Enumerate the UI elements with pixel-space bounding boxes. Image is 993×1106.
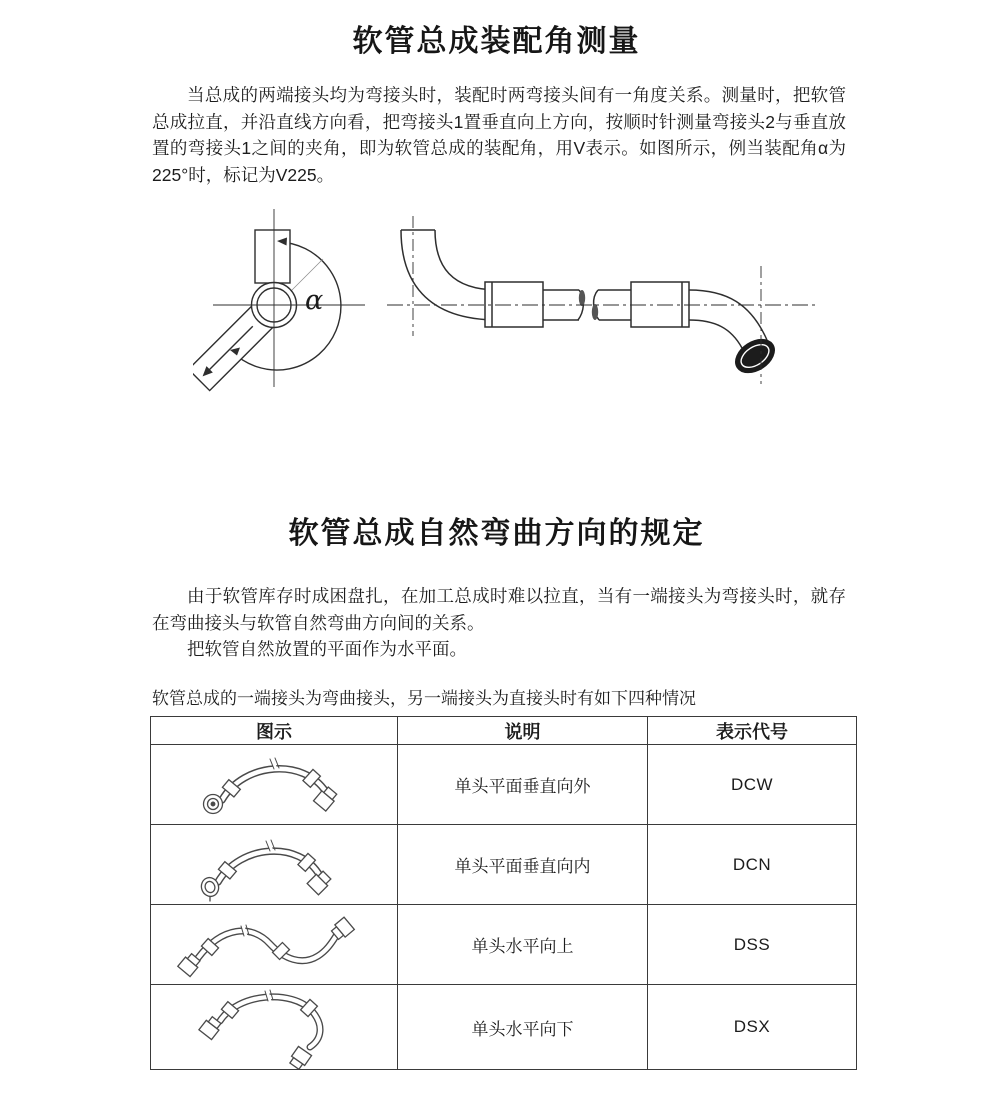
paragraph-text: 当总成的两端接头均为弯接头时，装配时两弯接头间有一角度关系。测量时，把软管总成拉直，并沿直线方向看，把弯接头1置垂直向上方向，按顺时针测量弯接头2与垂直放置的弯接头1之间的夹角，即为软管总成的装配角，用V表示。如图所示，例当装配角α为225°时，标记为V225。 <box>152 85 846 185</box>
section1-paragraph <box>152 82 846 188</box>
table-row <box>151 905 857 985</box>
crimp-sleeve-2 <box>631 282 689 327</box>
bend-direction-table <box>150 716 857 1070</box>
header-description: 说明 <box>398 717 648 745</box>
code-cell: DCN <box>648 825 857 905</box>
header-code: 表示代号 <box>648 717 857 745</box>
illustration-cell <box>151 825 398 905</box>
illustration-cell <box>151 745 398 825</box>
assembly-angle-end-view-diagram <box>193 203 373 398</box>
code-cell: DCW <box>648 745 857 825</box>
paragraph-text: 由于软管库存时成困盘扎，在加工总成时难以拉直，当有一端接头为弯接头时，就存在弯曲接头与软管自然弯曲方向间的关系。 <box>152 586 846 633</box>
section2-title: 软管总成自然弯曲方向的规定 <box>288 517 705 550</box>
code-cell: DSS <box>648 905 857 985</box>
code-cell: DSX <box>648 985 857 1070</box>
description-cell: 单头水平向下 <box>398 985 648 1070</box>
table-intro-text: 软管总成的一端接头为弯曲接头，另一端接头为直接头时有如下四种情况 <box>152 689 696 708</box>
hose-single-elbow-plane-outward-icon <box>164 748 384 822</box>
description-cell: 单头水平向上 <box>398 905 648 985</box>
crimp-sleeve-1 <box>485 282 543 327</box>
left-elbow-fitting <box>401 230 498 320</box>
alpha-angle-label: α <box>305 285 324 316</box>
header-illustration: 图示 <box>151 717 398 745</box>
table-row <box>151 985 857 1070</box>
paragraph-text: 把软管自然放置的平面作为水平面。 <box>187 639 467 660</box>
hose-single-elbow-plane-inward-icon <box>164 828 384 902</box>
hose-single-elbow-horizontal-up-icon <box>164 908 384 982</box>
section2-paragraph <box>152 583 846 663</box>
right-elbow-fitting <box>689 290 780 379</box>
description-cell: 单头平面垂直向外 <box>398 745 648 825</box>
section1-title: 软管总成装配角测量 <box>352 25 641 58</box>
table-header-row <box>151 717 857 745</box>
description-cell: 单头平面垂直向内 <box>398 825 648 905</box>
hose-single-elbow-horizontal-down-icon <box>164 985 384 1069</box>
illustration-cell <box>151 985 398 1070</box>
illustration-cell <box>151 905 398 985</box>
table-row <box>151 745 857 825</box>
table-row <box>151 825 857 905</box>
hose-assembly-side-view-diagram <box>383 208 820 390</box>
elbow-fitting-1 <box>255 230 290 283</box>
